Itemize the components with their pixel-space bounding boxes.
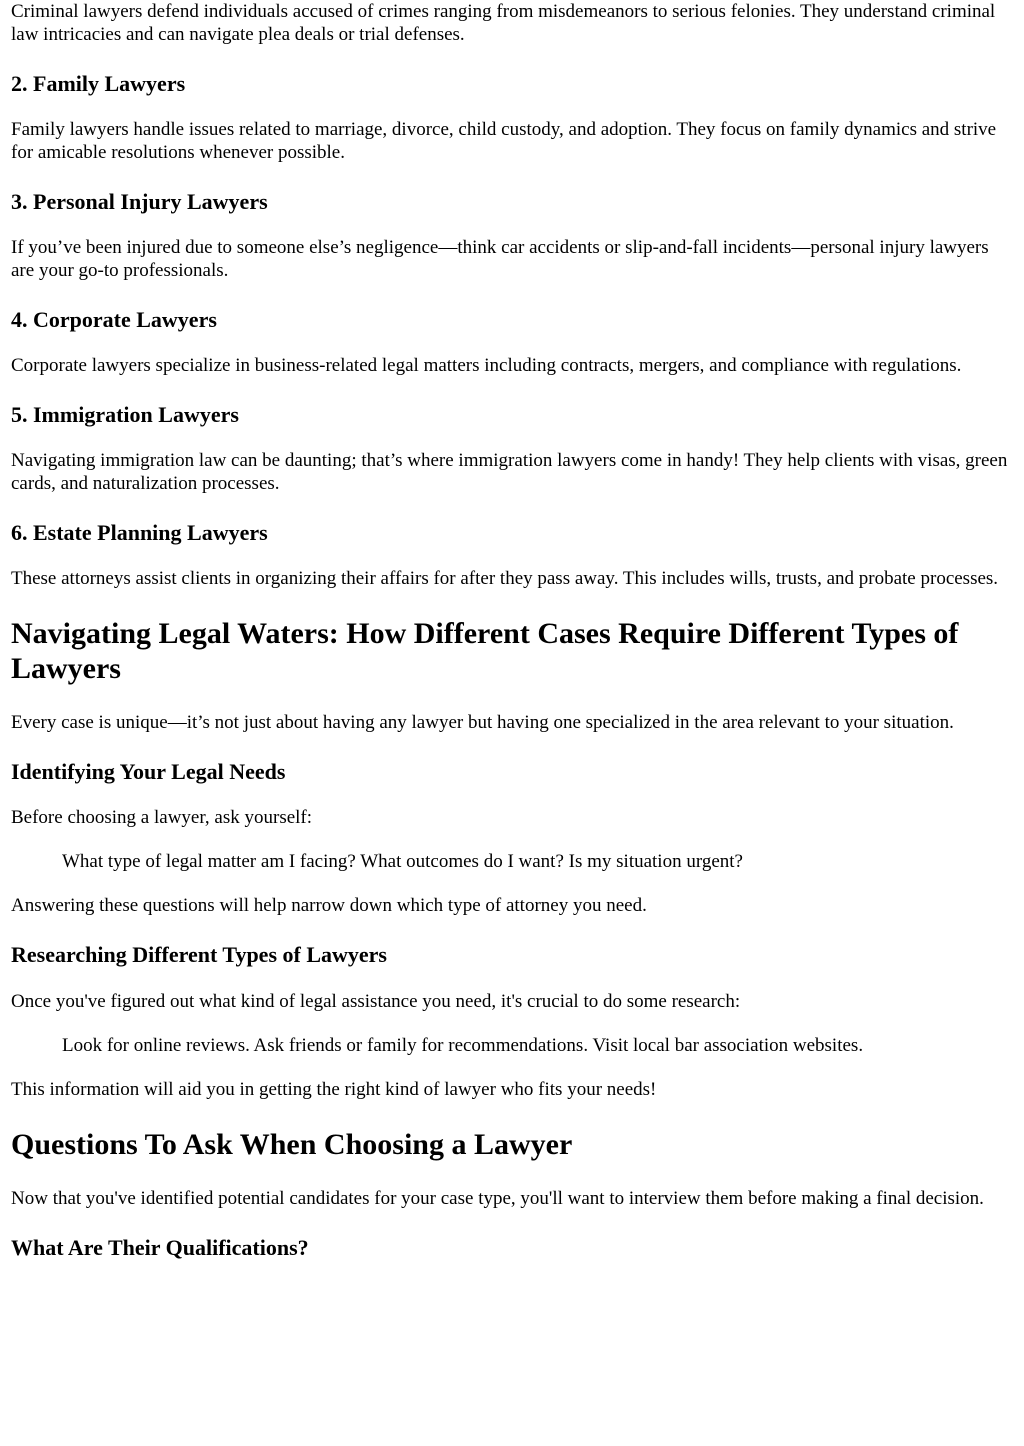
- immigration-lawyers-paragraph: Navigating immigration law can be daunting; that’s where immigration lawyers come in handy! They help clients with visas, green cards, and naturalization processes.: [11, 450, 1008, 494]
- family-lawyers-paragraph: Family lawyers handle issues related to marriage, divorce, child custody, and adoption. They focus on family dynamics and strive for amicable resolutions whenever possible.: [11, 119, 997, 163]
- once-figured-out-paragraph: Once you've figured out what kind of legal assistance you need, it's crucial to do some research:: [11, 991, 741, 1012]
- family-lawyers-heading: 2. Family Lawyers: [11, 71, 186, 96]
- corporate-lawyers-paragraph: Corporate lawyers specialize in business-related legal matters including contracts, mergers, and compliance with regulations.: [11, 355, 962, 376]
- information-aid-paragraph: This information will aid you in getting the right kind of lawyer who fits your needs!: [11, 1079, 657, 1100]
- corporate-lawyers-heading: 4. Corporate Lawyers: [11, 307, 217, 332]
- researching-lawyers-heading: Researching Different Types of Lawyers: [11, 942, 387, 967]
- questions-to-ask-heading: Questions To Ask When Choosing a Lawyer: [11, 1128, 573, 1161]
- self-questions-blockquote: What type of legal matter am I facing? What outcomes do I want? Is my situation urgent?: [62, 851, 743, 872]
- answering-questions-paragraph: Answering these questions will help narrow down which type of attorney you need.: [11, 895, 647, 916]
- qualifications-heading: What Are Their Qualifications?: [11, 1235, 309, 1260]
- research-tips-blockquote: Look for online reviews. Ask friends or family for recommendations. Visit local bar association websites.: [62, 1035, 864, 1056]
- interview-candidates-paragraph: Now that you've identified potential candidates for your case type, you'll want to interview them before making a final decision.: [11, 1188, 984, 1209]
- every-case-unique-paragraph: Every case is unique—it’s not just about having any lawyer but having one specialized in the area relevant to your situation.: [11, 712, 954, 733]
- identifying-legal-needs-heading: Identifying Your Legal Needs: [11, 759, 286, 784]
- immigration-lawyers-heading: 5. Immigration Lawyers: [11, 402, 239, 427]
- estate-planning-lawyers-paragraph: These attorneys assist clients in organizing their affairs for after they pass away. This includes wills, trusts, and probate processes.: [11, 568, 999, 589]
- before-choosing-paragraph: Before choosing a lawyer, ask yourself:: [11, 807, 313, 828]
- navigating-legal-waters-heading: Navigating Legal Waters: How Different Cases Require Different Types of Lawyers: [11, 617, 959, 685]
- criminal-lawyers-paragraph: Criminal lawyers defend individuals accused of crimes ranging from misdemeanors to serious felonies. They understand criminal law intricacies and can navigate plea deals or trial defenses.: [11, 1, 996, 45]
- estate-planning-lawyers-heading: 6. Estate Planning Lawyers: [11, 520, 268, 545]
- personal-injury-lawyers-paragraph: If you’ve been injured due to someone else’s negligence—think car accidents or slip-and-fall incidents—personal injury lawyers are your go-to professionals.: [11, 237, 989, 281]
- personal-injury-lawyers-heading: 3. Personal Injury Lawyers: [11, 189, 268, 214]
